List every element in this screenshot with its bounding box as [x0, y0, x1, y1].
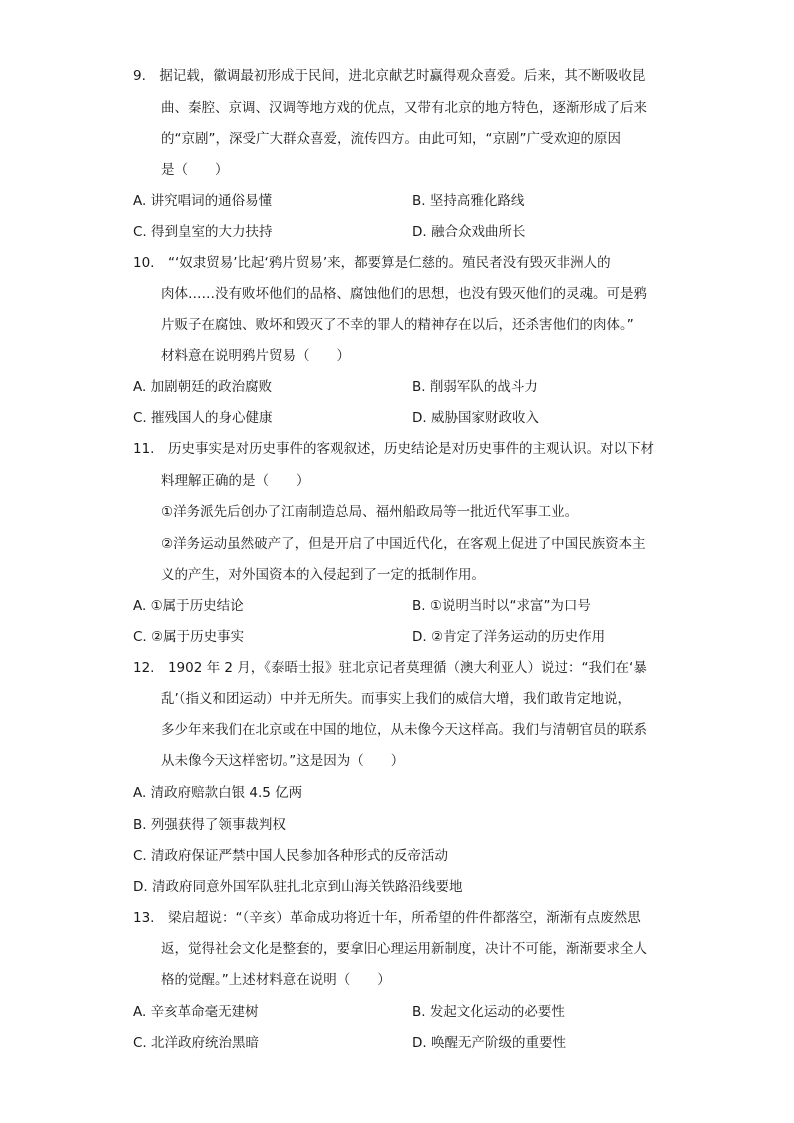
- question-9-line-1: 9. 据记载，徽调最初形成于民间，进北京献艺时赢得观众喜爱。后来，其不断吸收昆: [133, 68, 646, 84]
- question-12-option-a: A. 清政府赔款白银 4.5 亿两: [133, 785, 303, 801]
- question-13-option-c: C. 北洋政府统治黑暗: [133, 1035, 260, 1051]
- question-9-option-c: C. 得到皇室的大力扶持: [133, 224, 273, 240]
- question-10-line-4: 材料意在说明鸦片贸易（ ）: [161, 348, 350, 364]
- question-12-option-c: C. 清政府保证严禁中国人民参加各种形式的反帝活动: [133, 848, 449, 864]
- question-11-material-1: ①洋务派先后创办了江南制造总局、福州船政局等一批近代军事工业。: [161, 504, 579, 520]
- question-13-option-d: D. 唤醒无产阶级的重要性: [412, 1035, 566, 1051]
- question-12-line-1: 12. 1902 年 2 月，《泰晤士报》驻北京记者莫理循（澳大利亚人）说过：“我们在‘暴: [133, 660, 647, 676]
- question-11-option-b: B. ①说明当时以“求富”为口号: [412, 598, 591, 614]
- question-9-line-3: 的“京剧”，深受广大群众喜爱，流传四方。由此可知，“京剧”广受欢迎的原因: [161, 131, 621, 147]
- question-10-line-1: 10. “‘奴隶贸易’比起‘鸦片贸易’来，都要算是仁慈的。殖民者没有毁灭非洲人的: [133, 255, 611, 271]
- question-12-option-d: D. 清政府同意外国军队驻扎北京到山海关铁路沿线要地: [133, 879, 463, 895]
- question-11-line-1: 11. 历史事实是对历史事件的客观叙述，历史结论是对历史事件的主观认识。对以下材: [133, 441, 654, 457]
- question-11-material-2: ②洋务运动虽然破产了，但是开启了中国近代化，在客观上促进了中国民族资本主: [161, 536, 646, 552]
- question-9-line-4: 是（ ）: [161, 162, 229, 178]
- question-12-option-b: B. 列强获得了领事裁判权: [133, 817, 286, 833]
- question-11-material-3: 义的产生，对外国资本的入侵起到了一定的抵制作用。: [161, 567, 485, 583]
- question-10-option-a: A. 加剧朝廷的政治腐败: [133, 379, 273, 395]
- question-12-line-2: 乱’（指义和团运动）中并无所失。而事实上我们的威信大增，我们敢肯定地说，: [161, 691, 632, 707]
- question-10-option-c: C. 摧残国人的身心健康: [133, 410, 273, 426]
- question-13-line-2: 返，觉得社会文化是整套的，要拿旧心理运用新制度，决计不可能，渐渐要求全人: [161, 941, 647, 957]
- question-9-option-b: B. 坚持高雅化路线: [412, 193, 525, 209]
- question-10-option-d: D. 威胁国家财政收入: [412, 410, 539, 426]
- question-13-line-1: 13. 梁启超说：“（辛亥）革命成功将近十年，所希望的件件都落空，渐渐有点废然思: [133, 910, 641, 926]
- question-10-line-2: 肉体……没有败坏他们的品格、腐蚀他们的思想，也没有毁灭他们的灵魂。可是鸦: [161, 286, 647, 302]
- question-12-line-4: 从未像今天这样密切。”这是因为（ ）: [161, 753, 405, 769]
- question-10-option-b: B. 削弱军队的战斗力: [412, 379, 538, 395]
- question-13-line-3: 格的觉醒。”上述材料意在说明（ ）: [161, 972, 391, 988]
- question-9-option-d: D. 融合众戏曲所长: [412, 224, 526, 240]
- question-10-line-3: 片贩子在腐蚀、败坏和毁灭了不幸的罪人的精神存在以后，还杀害他们的肉体。”: [161, 317, 634, 333]
- question-12-line-3: 多少年来我们在北京或在中国的地位，从未像今天这样高。我们与清朝官员的联系: [161, 722, 647, 738]
- question-11-option-c: C. ②属于历史事实: [133, 629, 245, 645]
- question-9-option-a: A. 讲究唱词的通俗易懂: [133, 193, 273, 209]
- question-9-line-2: 曲、秦腔、京调、汉调等地方戏的优点，又带有北京的地方特色，逐渐形成了后来: [161, 100, 647, 116]
- question-11-line-2: 料理解正确的是（ ）: [161, 473, 310, 489]
- question-13-option-b: B. 发起文化运动的必要性: [412, 1004, 565, 1020]
- question-13-option-a: A. 辛亥革命毫无建树: [133, 1004, 259, 1020]
- question-11-option-d: D. ②肯定了洋务运动的历史作用: [412, 629, 606, 645]
- question-11-option-a: A. ①属于历史结论: [133, 598, 244, 614]
